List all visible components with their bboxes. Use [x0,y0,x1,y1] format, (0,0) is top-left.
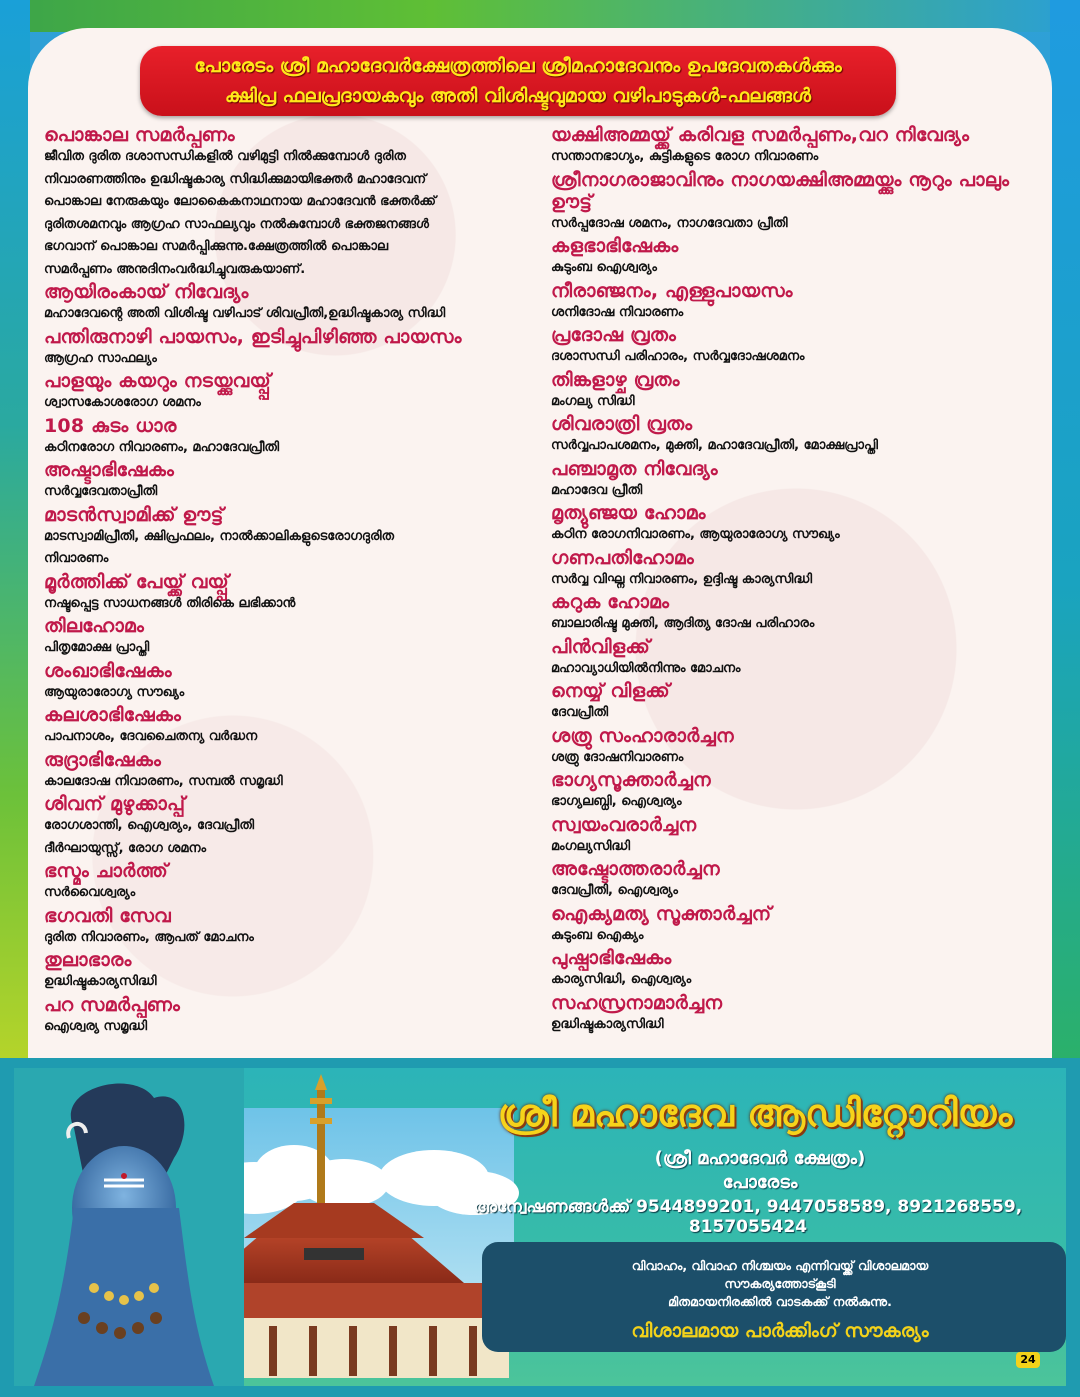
offering-entry [44,124,514,281]
offering-name: സ്വയംവരാർച്ചന [551,813,697,836]
offering-benefit: ദുരിത നിവാരണം, ആപത് മോചനം [44,929,254,945]
offering-benefit: ഭഗവാന് പൊങ്കാല സമർപ്പിക്കുന്നു.ക്ഷേത്രത്തിൽ പൊങ്കാല [44,239,389,254]
offering-entry [551,636,1021,681]
shiva-figure-icon [14,1068,244,1386]
hall-info-line-3: മിതമായനിരക്കിൽ വാടകക്ക് നൽകുന്നു. [668,1294,892,1309]
offering-name: സഹസ്രനാമാർച്ചന [551,991,723,1014]
offering-benefit: കാലദോഷ നിവാരണം, സമ്പൽ സമൃദ്ധി [44,773,283,789]
offering-name: കറുക ഹോമം [551,591,670,613]
offering-entry [551,547,1021,592]
offering-benefit: സർവ്വപാപശമനം, മുക്തി, മഹാദേവപ്രീതി, മോക്ഷപ്രാപ്തി [551,438,878,453]
offering-benefit: കഠിനരോഗ നിവാരണം, മഹാദേവപ്രീതി [44,439,280,455]
offering-benefit: ഉദ്ധിഷ്ടകാര്യസിദ്ധി [44,974,157,989]
offering-benefit: സമർപ്പണം അനുദിനംവർദ്ധിച്ചുവരുകയാണ്. [44,261,306,277]
offering-entry [44,994,514,1039]
offering-benefit: ദേവപ്രീതി, ഐശ്വര്യം [551,883,678,898]
contact-phones: അന്വേഷണങ്ങൾക്ക് 9544899201, 9447058589, 8921268559, 8157055424 [473,1197,1023,1237]
offering-benefit: മഹാദേവ പ്രീതി [551,482,643,498]
offering-name: 108 കുടം ധാര [44,414,177,437]
offering-benefit: മംഗല്യസിദ്ധി [551,838,631,854]
offering-name: അഷ്ടോത്തരാർച്ചന [551,858,720,880]
offering-name: ഭാഗ്യസൂക്താർച്ചന [551,769,711,791]
offering-entry [44,704,514,749]
right-border [1050,0,1080,1060]
offering-entry [551,947,1021,992]
offering-name: യക്ഷിഅമ്മയ്ക്ക് കരിവള സമർപ്പണം,വറ നിവേദ്യം [551,124,970,146]
temple-subtitle: (ശ്രീ മഹാദേവർ ക്ഷേത്രം) [654,1148,866,1169]
hall-info [560,1257,1000,1311]
offering-entry [44,571,514,616]
offering-name: കലശാഭിഷേകം [44,704,182,726]
offering-entry [44,370,514,415]
offering-entry [551,591,1021,636]
offering-entry [551,725,1021,770]
offering-benefit: പൊങ്കാല നേരുകയും ലോകൈകനാഥനായ മഹാദേവൻ ഭക്തർക്ക് [44,194,436,209]
offering-benefit: മഹാദേവന്റെ അതി വിശിഷ്ട വഴിപാട് ശിവപ്രീതി,ഉദ്ധിഷ്ടകാര്യ സിദ്ധി [44,306,446,321]
offering-name: തുലാഭാരം [44,949,132,971]
offering-benefit: സർവൈശ്വര്യം [44,885,136,900]
offering-name: പറ സമർപ്പണം [44,993,181,1016]
offering-name: പന്തിരുനാഴി പായസം, ഇടിച്ചുപിഴിഞ്ഞ പായസം [44,325,462,348]
offering-entry [44,749,514,794]
offering-entry [44,459,514,504]
offering-entry [551,458,1021,503]
page-number: 24 [1016,1352,1040,1368]
offering-entry [551,280,1021,325]
offering-entry [551,502,1021,547]
offering-name: നെയ്യ് വിളക്ക് [551,680,670,702]
offering-entry [44,504,514,571]
offering-benefit: ദീർഘായുസ്സ്, രോഗ ശമനം [44,840,207,856]
offering-entry [44,326,514,371]
offering-entry [44,793,514,860]
offering-name: ശ്രീനാഗരാജാവിനും നാഗയക്ഷിഅമ്മയ്ക്കും നൂറും പാലും ഊട്ട് [551,168,1010,213]
offering-name: പിൻവിളക്ക് [551,635,651,658]
offering-entry [551,413,1021,458]
offering-benefit: ദശാസന്ധി പരിഹാരം, സർവ്വദോഷശമനം [551,349,805,364]
offering-benefit: പിതൃമോക്ഷ പ്രാപ്തി [44,640,150,655]
offering-entry [551,769,1021,814]
offering-benefit: നിവാരണം [44,551,109,566]
offering-benefit: മാടസ്വാമിപ്രീതി, ക്ഷിപ്രഫലം, നാൽക്കാലികളുടെരോഗദുരിത [44,528,394,544]
offering-name: പുഷ്പാഭിഷേകം [551,947,672,969]
offering-entry [551,858,1021,903]
parking-notice: വിശാലമായ പാർക്കിംഗ് സൗകര്യം [631,1320,929,1342]
offering-name: ശിവരാത്രി വ്രതം [551,413,693,435]
offering-name: ഗണപതിഹോമം [551,546,694,569]
offering-benefit: ഐശ്വര്യ സമൃദ്ധി [44,1018,148,1034]
offering-entry [551,124,1021,169]
offering-name: ശംഖാഭിഷേകം [44,659,172,682]
offering-name: ശത്രു സംഹാരാർച്ചന [551,724,734,747]
offering-benefit: ദേവപ്രീതി [551,705,609,720]
offering-entry [551,169,1021,236]
offering-name: ശിവന് മുഴുക്കാപ്പ് [44,793,186,815]
offering-name: മൃത്യുഞ്ജയ ഹോമം [551,502,706,524]
offering-benefit: സർവ്വദേവതാപ്രീതി [44,484,158,499]
offering-entry [551,903,1021,948]
offering-name: മൂർത്തിക്ക് പേയ്ക്ക് വയ്പ്പ് [44,570,229,593]
offering-name: തിലഹോമം [44,615,144,637]
offering-benefit: ഉദ്ധിഷ്ടകാര്യസിദ്ധി [551,1016,664,1032]
offering-benefit: ശത്രു ദോഷനിവാരണം [551,749,684,765]
offering-benefit: നഷ്ടപ്പെട്ട സാധനങ്ങൾ തിരികെ ലഭിക്കാൻ [44,595,296,611]
offering-name: കളഭാഭിഷേകം [551,235,679,257]
offering-name: പൊങ്കാല സമർപ്പണം [44,124,235,146]
offering-benefit: സർപ്പദോഷ ശമനം, നാഗദേവതാ പ്രീതി [551,215,788,231]
offering-entry [44,281,514,326]
offering-name: പഞ്ചാമൃത നിവേദ്യം [551,457,718,480]
offering-name: തിങ്കളാഴ്ച വ്രതം [551,368,680,391]
hall-info-line-2: സൗകര്യത്തോട്കൂടി [724,1276,836,1291]
offering-benefit: നിവാരണത്തിനും ഉദ്ധിഷ്ടകാര്യ സിദ്ധിക്കുമായിഭക്തർ മഹാദേവന് [44,171,427,187]
offering-entry [44,905,514,950]
title-line-1: പോരേടം ശ്രീ മഹാദേവർക്ഷേത്രത്തിലെ ശ്രീമഹാദേവനും ഉപദേവതകൾക്കും [194,55,842,77]
offering-entry [44,660,514,705]
offering-name: പ്രദോഷ വ്രതം [551,324,676,346]
offering-name: ഭഗവതി സേവ [44,904,171,927]
offering-benefit: ജീവിത ദുരിത ദശാസന്ധികളിൽ വഴിമുട്ടി നിൽക്കുമ്പോൾ ദുരിത [44,149,406,164]
title-banner [140,46,896,116]
left-border [0,0,30,1060]
offering-benefit: മഹാവ്യാധിയിൽനിന്നും മോചനം [551,660,741,676]
offering-entry [44,860,514,905]
offering-benefit: ശനിദോഷ നിവാരണം [551,304,684,320]
offering-benefit: പാപനാശം, ദേവചൈതന്യ വർദ്ധന [44,729,258,744]
offering-name: പാളയും കയറും നടയ്ക്കുവയ്പ്പ് [44,370,271,392]
offering-benefit: കാര്യസിദ്ധി, ഐശ്വര്യം [551,972,692,987]
offering-name: രുദ്രാഭിഷേകം [44,748,161,771]
offering-benefit: ശ്വാസകോശരോഗ ശമനം [44,395,201,410]
offering-benefit: കഠിന രോഗനിവാരണം, ആയുരാരോഗ്യ സൗഖ്യം [551,527,840,542]
right-offerings-column [551,124,1021,1036]
offering-entry [551,814,1021,859]
offering-name: ഭസ്മം ചാർത്ത് [44,860,168,882]
offering-benefit: രോഗശാന്തി, ഐശ്വര്യം, ദേവപ്രീതി [44,818,255,833]
offering-name: ആയിരംകായ് നിവേദ്യം [44,281,249,303]
left-offerings-column [44,124,514,1038]
offering-name: നീരാഞ്ജനം, എള്ളുപായസം [551,279,793,302]
offering-benefit: ഭാഗ്യലബ്ധി, ഐശ്വര്യം [551,794,682,809]
offering-entry [551,992,1021,1037]
offering-benefit: ആയുരാരോഗ്യ സൗഖ്യം [44,684,185,700]
offering-benefit: ബാലാരിഷ്ട മുക്തി, ആദിത്യ ദോഷ പരിഹാരം [551,616,815,631]
offering-benefit: സന്താനഭാഗ്യം, കുട്ടികളുടെ രോഗ നിവാരണം [551,149,819,164]
offering-entry [551,369,1021,414]
place-name: പോരേടം [722,1172,798,1193]
hall-info-line-1: വിവാഹം, വിവാഹ നിശ്ചയം എന്നിവയ്ക്ക് വിശാലമായ [631,1258,929,1273]
offering-benefit: കുടുംബ ഐശ്വര്യം [551,260,657,275]
offering-benefit: സർവ്വ വിഘ്ന നിവാരണം, ഉദ്ദിഷ്ട കാര്യസിദ്ധി [551,571,813,587]
offering-benefit: കുടുംബ ഐക്യം [551,927,644,943]
offering-benefit: ദുരിതശമനവും ആഗ്രഹ സാഫല്യവും നൽകുമ്പോൾ ഭക്തജനങ്ങൾ [44,216,429,232]
offering-entry [551,235,1021,280]
offering-entry [551,324,1021,369]
offering-entry [44,615,514,660]
offering-entry [551,680,1021,725]
offering-benefit: ആഗ്രഹ സാഫല്യം [44,350,157,366]
offering-name: അഷ്ടാഭിഷേകം [44,459,175,481]
offering-name: ഐക്യമത്യ സൂക്താർച്ചന് [551,902,772,925]
offering-entry [44,949,514,994]
offering-benefit: മംഗല്യ സിദ്ധി [551,393,635,409]
title-line-2: ക്ഷിപ്ര ഫലപ്രദായകവും അതി വിശിഷ്ടവുമായ വഴിപാടുകൾ-ഫലങ്ങൾ [225,85,811,107]
offering-entry [44,415,514,460]
offering-name: മാടൻസ്വാമിക്ക് ഊട്ട് [44,503,224,526]
auditorium-title: ശ്രീ മഹാദേവ ആഡിറ്റോറിയം [497,1090,1013,1135]
